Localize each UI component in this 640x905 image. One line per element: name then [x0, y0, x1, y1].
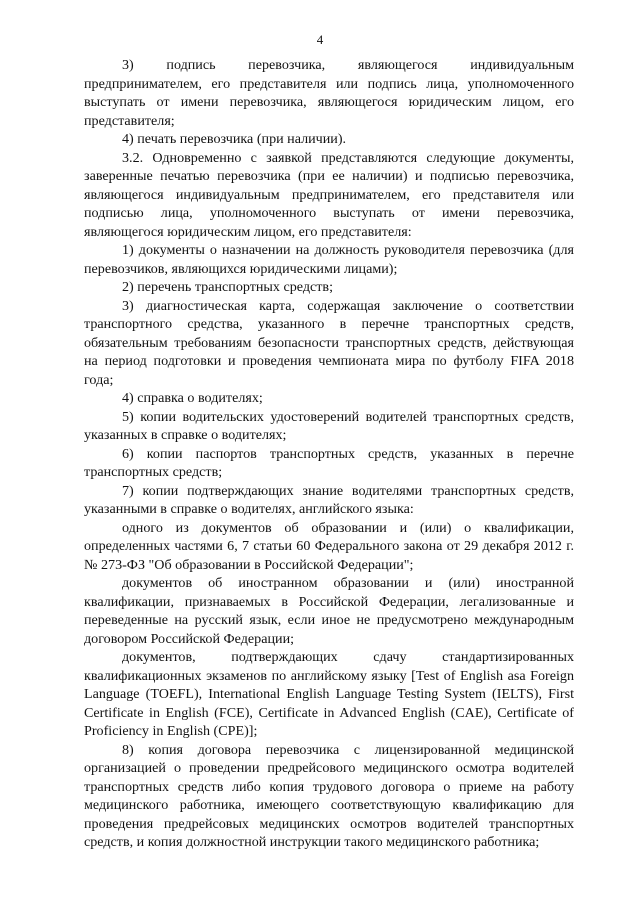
paragraph-doc-3: 3) диагностическая карта, содержащая заключение о соответствии транспортного средства, указанного в перечне транспортных средств, обязательным требованиям безопасности транспортных средств, действующая на период подготовки и проведения чемпионата мира по футболу FIFA 2018 года; — [84, 297, 574, 388]
paragraph-doc-8: 8) копия договора перевозчика с лицензированной медицинской организацией о проведении предрейсового медицинского осмотра водителей транспортных средств либо копия трудового договора о приеме на работу медицинского работника, имеющего соответствующую квалификацию для проведения предрейсовых медицинских осмотров водителей транспортных средств, и копия должностной инструкции такого медицинского работника; — [84, 741, 574, 850]
paragraph-doc-7-education: одного из документов об образовании и (или) о квалификации, определенных частями 6, 7 статьи 60 Федерального закона от 29 декабря 2012 г. № 273-ФЗ "Об образовании в Российской Федерации"; — [84, 519, 574, 573]
paragraph-item-3-signature: 3) подпись перевозчика, являющегося индивидуальным предпринимателем, его представителя или подпись лица, уполномоченного выступать от имени перевозчика, являющегося юридическим лицом, его представителя; — [84, 57, 574, 129]
paragraph-doc-6: 6) копии паспортов транспортных средств, указанных в перечне транспортных средств; — [84, 445, 574, 480]
paragraph-doc-5: 5) копии водительских удостоверений водителей транспортных средств, указанных в справке о водителях; — [84, 408, 574, 443]
paragraph-doc-4: 4) справка о водителях; — [122, 390, 263, 406]
document-body — [84, 56, 574, 852]
page-number: 4 — [316, 32, 324, 47]
paragraph-doc-7-language-exams: документов, подтверждающих сдачу стандартизированных квалификационных экзаменов по английскому языку [Test of English asa Foreign Language (TOEFL), International English Language Testing System (IELTS), First Certificate in English (FCE), Certificate in Advanced English (CAE), Certificate of Proficiency in English (CPE)]; — [84, 649, 574, 739]
paragraph-item-4-stamp: 4) печать перевозчика (при наличии). — [122, 131, 347, 147]
paragraph-section-3-2: 3.2. Одновременно с заявкой представляются следующие документы, заверенные печатью перевозчика (при ее наличии) и подписью перевозчика, являющегося индивидуальным предпринимателем, его представителя или подписью лица, уполномоченного выступать от имени перевозчика, являющегося юридическим лицом, его представителя: — [84, 149, 574, 240]
paragraph-doc-7-foreign-education: документов об иностранном образовании и (или) иностранной квалификации, признаваемых в Российской Федерации, легализованные и переведенные на русский язык, если иное не предусмотрено международным договором Российской Федерации; — [84, 575, 574, 647]
paragraph-doc-7: 7) копии подтверждающих знание водителями транспортных средств, указанными в справке о водителях, английского языка: — [84, 482, 574, 517]
paragraph-doc-1: 1) документы о назначении на должность руководителя перевозчика (для перевозчиков, являющихся юридическими лицами); — [84, 242, 574, 277]
paragraph-doc-2: 2) перечень транспортных средств; — [122, 279, 333, 295]
